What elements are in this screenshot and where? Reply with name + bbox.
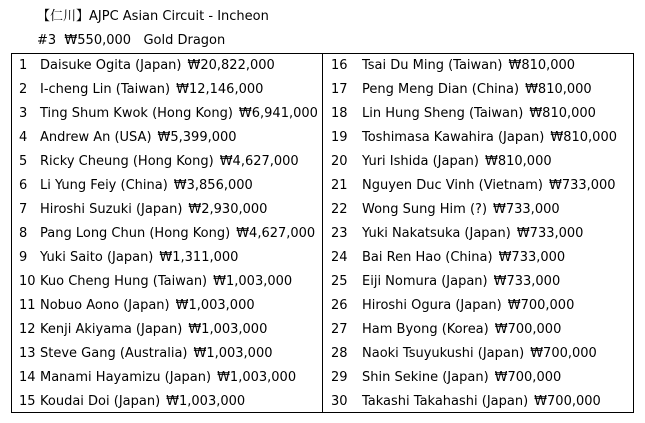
result-rank: 23 [331,226,348,241]
result-row [12,342,322,366]
player-name: I-cheng Lin (Taiwan) [40,82,171,97]
player-name: Ricky Cheung (Hong Kong) [40,154,214,169]
result-rank: 5 [19,154,28,169]
prize-amount: ₩810,000 [529,106,596,121]
prize-amount: ₩810,000 [485,154,552,169]
result-row [12,390,322,414]
result-rank: 25 [331,274,348,289]
result-rank: 18 [331,106,348,121]
result-rank: 9 [19,250,28,265]
prize-amount: ₩733,000 [548,178,616,193]
player-name: Nguyen Duc Vinh (Vietnam) [362,178,543,193]
result-row [323,222,633,246]
result-row [12,78,322,102]
result-row [323,174,633,198]
result-row [323,150,633,174]
player-name: Shin Sekine (Japan) [362,370,489,385]
result-row [12,102,322,126]
player-name: Andrew An (USA) [40,130,152,145]
player-name: Nobuo Aono (Japan) [40,298,170,313]
player-name: Toshimasa Kawahira (Japan) [362,130,545,145]
results-column-right [323,54,633,412]
player-name: Steve Gang (Australia) [40,346,188,361]
result-row [323,198,633,222]
result-rank: 4 [19,130,28,145]
player-name: Lin Hung Sheng (Taiwan) [362,106,524,121]
player-name: Kuo Cheng Hung (Taiwan) [40,274,208,289]
result-rank: 2 [19,82,28,97]
prize-amount: ₩1,003,000 [217,370,297,385]
player-name: Bai Ren Hao (China) [362,250,493,265]
result-rank: 12 [19,322,36,337]
player-name: Daisuke Ogita (Japan) [40,58,182,73]
player-name: Manami Hayamizu (Japan) [40,370,212,385]
result-row [323,270,633,294]
prize-amount: ₩6,941,000 [238,106,318,121]
result-row [323,54,633,78]
prize-amount: ₩1,003,000 [175,298,255,313]
prize-amount: ₩1,003,000 [193,346,273,361]
player-name: Naoki Tsuyukushi (Japan) [362,346,525,361]
prize-amount: ₩5,399,000 [157,130,237,145]
player-name: Yuki Nakatsuka (Japan) [362,226,511,241]
prize-amount: ₩700,000 [507,298,575,313]
results-table [11,53,634,413]
result-row [323,366,633,390]
result-row [12,270,322,294]
result-rank: 11 [19,298,36,313]
prize-amount: ₩733,000 [498,250,566,265]
result-row [12,294,322,318]
result-row [12,54,322,78]
prize-amount: ₩810,000 [550,130,617,145]
result-rank: 3 [19,106,28,121]
player-name: Pang Long Chun (Hong Kong) [40,226,231,241]
player-name: Takashi Takahashi (Japan) [362,394,529,409]
result-rank: 17 [331,82,348,97]
result-rank: 13 [19,346,36,361]
prize-amount: ₩4,627,000 [236,226,316,241]
result-rank: 16 [331,58,348,73]
result-row [12,222,322,246]
player-name: Li Yung Feiy (China) [40,178,168,193]
result-rank: 1 [19,58,28,73]
prize-amount: ₩3,856,000 [173,178,253,193]
result-row [12,126,322,150]
prize-amount: ₩1,311,000 [159,250,239,265]
player-name: Hiroshi Suzuki (Japan) [40,202,183,217]
result-rank: 24 [331,250,348,265]
result-rank: 10 [19,274,36,289]
prize-amount: ₩700,000 [494,370,562,385]
page-title: 【仁川】AJPC Asian Circuit - Incheon [37,9,269,24]
prize-amount: ₩20,822,000 [187,58,275,73]
result-rank: 20 [331,154,348,169]
player-name: Kenji Akiyama (Japan) [40,322,183,337]
prize-amount: ₩700,000 [534,394,601,409]
prize-amount: ₩810,000 [508,58,576,73]
player-name: Ham Byong (Korea) [362,322,489,337]
result-row [323,294,633,318]
results-column-left [12,54,323,412]
result-rank: 29 [331,370,348,385]
result-row [12,318,322,342]
player-name: Yuki Saito (Japan) [40,250,154,265]
result-rank: 19 [331,130,348,145]
result-row [12,174,322,198]
result-row [323,246,633,270]
player-name: Wong Sung Him (?) [362,202,488,217]
prize-amount: ₩1,003,000 [188,322,268,337]
result-row [323,342,633,366]
result-rank: 8 [19,226,28,241]
result-row [12,246,322,270]
result-rank: 15 [19,394,36,409]
prize-amount: ₩733,000 [493,202,560,217]
player-name: Ting Shum Kwok (Hong Kong) [40,106,233,121]
result-rank: 27 [331,322,348,337]
prize-amount: ₩733,000 [516,226,584,241]
prize-amount: ₩700,000 [494,322,562,337]
player-name: Peng Meng Dian (China) [362,82,520,97]
prize-amount: ₩810,000 [525,82,592,97]
prize-amount: ₩1,003,000 [213,274,293,289]
result-rank: 28 [331,346,348,361]
result-rank: 26 [331,298,348,313]
prize-amount: ₩12,146,000 [176,82,264,97]
result-row [12,150,322,174]
result-row [12,198,322,222]
prize-amount: ₩733,000 [493,274,561,289]
result-rank: 30 [331,394,348,409]
result-rank: 6 [19,178,28,193]
prize-amount: ₩4,627,000 [219,154,299,169]
result-rank: 7 [19,202,28,217]
result-row [323,78,633,102]
player-name: Tsai Du Ming (Taiwan) [362,58,503,73]
result-row [12,366,322,390]
result-rank: 21 [331,178,348,193]
result-rank: 14 [19,370,36,385]
player-name: Koudai Doi (Japan) [40,394,161,409]
prize-amount: ₩1,003,000 [166,394,246,409]
player-name: Hiroshi Ogura (Japan) [362,298,502,313]
prize-amount: ₩700,000 [530,346,597,361]
result-row [323,318,633,342]
player-name: Yuri Ishida (Japan) [362,154,479,169]
result-row [323,126,633,150]
result-row [323,102,633,126]
prize-amount: ₩2,930,000 [188,202,268,217]
result-row [323,390,633,414]
event-subtitle: #3 ₩550,000 Gold Dragon [37,33,226,48]
result-rank: 22 [331,202,348,217]
player-name: Eiji Nomura (Japan) [362,274,488,289]
